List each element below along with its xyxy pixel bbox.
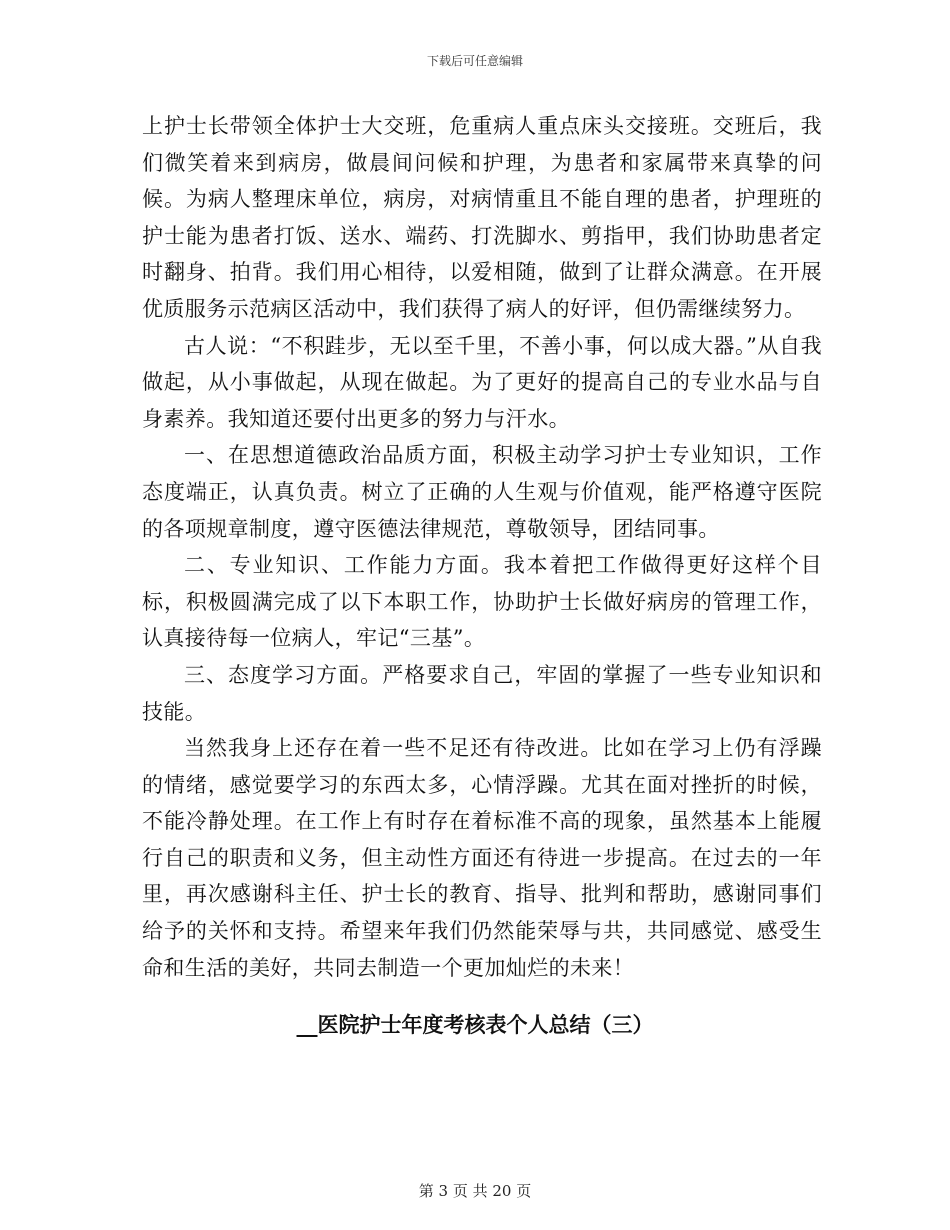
paragraph-continuation: 上护士长带领全体护士大交班，危重病人重点床头交接班。交班后，我们微笑着来到病房，做晨间问候和护理，为患者和家属带来真挚的问候。为病人整理床单位，病房，对病情重且不能自理的患者，护理班的护士能为患者打饭、送水、端药、打洗脚水、剪指甲，我们协助患者定时翻身、拍背。我们用心相待，以爱相随，做到了让群众满意。在开展优质服务示范病区活动中，我们获得了病人的好评，但仍需继续努力。 [142, 114, 822, 321]
page-number: 第 3 页 共 20 页 [418, 1182, 532, 1200]
paragraph-shortcomings: 当然我身上还存在着一些不足还有待改进。比如在学习上仍有浮躁的情绪，感觉要学习的东西太多，心情浮躁。尤其在面对挫折的时候，不能冷静处理。在工作上有时存在着标准不高的现象，虽然基本上能履行自己的职责和义务，但主动性方面还有待进一步提高。在过去的一年里，再次感谢科主任、护士长的教育、指导、批判和帮助，感谢同事们给予的关怀和支持。希望来年我们仍然能荣辱与共，共同感觉、感受生命和生活的美好，共同去制造一个更加灿烂的未来！ [142, 736, 822, 980]
paragraph-section-two: 二、专业知识、工作能力方面。我本着把工作做得更好这样个目标，积极圆满完成了以下本职工作，协助护士长做好病房的管理工作，认真接待每一位病人，牢记“三基”。 [142, 553, 822, 651]
header-note: 下载后可任意编辑 [426, 54, 523, 68]
paragraph-section-three: 三、态度学习方面。严格要求自己，牢固的掌握了一些专业知识和技能。 [142, 662, 822, 724]
paragraph-quote: 古人说：“不积跬步，无以至千里，不善小事，何以成大器。”从自我做起，从小事做起，从现在做起。为了更好的提高自己的专业水品与自身素养。我知道还要付出更多的努力与汗水。 [142, 333, 822, 431]
document-body [142, 108, 822, 986]
section-title: __医院护士年度考核表个人总结（三） [296, 1013, 654, 1037]
paragraph-section-one: 一、在思想道德政治品质方面，积极主动学习护士专业知识，工作态度端正，认真负责。树立了正确的人生观与价值观，能严格遵守医院的各项规章制度，遵守医德法律规范，尊敬领导，团结同事。 [142, 443, 822, 541]
